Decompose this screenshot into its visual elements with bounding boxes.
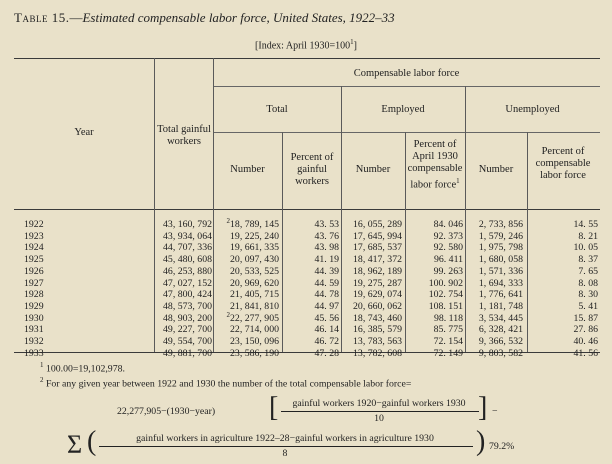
cell-pct-a: 92. 373 bbox=[433, 230, 463, 242]
cell-total-value: 23, 586, 190 bbox=[230, 347, 279, 359]
cell-pct-g: 44. 59 bbox=[314, 277, 339, 289]
cell-unemp: 1, 694, 333 bbox=[478, 277, 523, 289]
header-employed: Employed bbox=[381, 104, 425, 115]
cell-pct-a: 99. 263 bbox=[433, 265, 463, 277]
cell-pct-c: 15. 87 bbox=[573, 312, 598, 324]
row-year: 1923 bbox=[24, 230, 44, 242]
cell-gainful: 48, 903, 200 bbox=[163, 312, 212, 324]
header-pct-april-text: Percent of April 1930 compensable labor force bbox=[407, 139, 463, 191]
header-pct-gainful: Percent of gainful workers bbox=[290, 152, 334, 187]
table-title bbox=[14, 10, 395, 26]
formula-paren-left: ( bbox=[87, 426, 97, 457]
cell-pct-g: 41. 19 bbox=[314, 254, 339, 266]
header-bottom-rule bbox=[14, 209, 600, 210]
row-year: 1928 bbox=[24, 289, 44, 301]
cell-unemp: 6, 328, 421 bbox=[478, 324, 523, 336]
cell-gainful: 49, 554, 700 bbox=[163, 336, 212, 347]
cell-gainful: 48, 573, 700 bbox=[163, 300, 212, 312]
cell-total-value: 20, 097, 430 bbox=[230, 254, 279, 266]
cell-emp: 13, 782, 608 bbox=[353, 347, 402, 359]
cell-footnote-mark: 2 bbox=[226, 217, 231, 225]
cell-gainful: 45, 480, 608 bbox=[163, 254, 212, 266]
cell-emp: 18, 417, 372 bbox=[353, 254, 402, 266]
cell-unemp: 1, 776, 641 bbox=[478, 289, 523, 301]
cell-footnote-mark: 2 bbox=[226, 310, 231, 319]
row-year: 1922 bbox=[24, 219, 44, 230]
formula-bracket-left: [ bbox=[269, 392, 279, 423]
cell-total-number bbox=[230, 266, 279, 277]
cell-pct-c: 27. 86 bbox=[573, 324, 598, 336]
compensable-underline bbox=[213, 86, 600, 87]
cell-pct-c: 14. 55 bbox=[573, 219, 598, 230]
header-total: Total bbox=[266, 104, 288, 115]
cell-unemp: 1, 680, 058 bbox=[478, 254, 523, 266]
formula-bracket-right: ] bbox=[478, 392, 488, 423]
cell-pct-g: 44. 78 bbox=[314, 289, 339, 301]
cell-gainful: 43, 160, 792 bbox=[163, 219, 212, 230]
cell-total-value: 22, 277, 905 bbox=[230, 312, 279, 324]
cell-emp: 20, 660, 062 bbox=[353, 300, 402, 312]
cell-pct-g: 43. 98 bbox=[314, 242, 339, 254]
row-year: 1929 bbox=[24, 300, 44, 312]
cell-pct-c: 8. 30 bbox=[578, 289, 598, 301]
header-year: Year bbox=[74, 127, 94, 138]
row-year: 1926 bbox=[24, 265, 44, 277]
cell-total-value: 23, 150, 096 bbox=[230, 336, 279, 347]
subtitle-text: [Index: April 1930=100 bbox=[255, 40, 351, 52]
cell-pct-a: 85. 775 bbox=[433, 324, 463, 336]
col-rule-3 bbox=[282, 132, 283, 352]
formula-percent: 79.2% bbox=[489, 441, 515, 452]
col-rule-4 bbox=[341, 86, 342, 352]
cell-total-value: 18, 789, 145 bbox=[230, 219, 279, 230]
col-rule-1 bbox=[154, 58, 155, 352]
cell-pct-c: 8. 21 bbox=[578, 230, 598, 242]
cell-emp: 19, 629, 074 bbox=[353, 289, 402, 301]
formula-minus: − bbox=[492, 406, 498, 417]
cell-total-number bbox=[227, 219, 279, 230]
cell-pct-g: 45. 56 bbox=[314, 312, 339, 324]
table-number: Table 15. bbox=[14, 10, 70, 25]
cell-pct-c: 8. 08 bbox=[578, 277, 598, 289]
row-year: 1931 bbox=[24, 324, 44, 336]
cell-unemp: 9, 803, 582 bbox=[478, 347, 523, 359]
cell-pct-a: 108. 151 bbox=[428, 300, 463, 312]
cell-pct-g: 43. 76 bbox=[314, 230, 339, 242]
subtitle-footnote-mark: 1 bbox=[350, 38, 354, 46]
cell-pct-a: 72. 149 bbox=[433, 347, 463, 359]
cell-pct-g: 43. 53 bbox=[314, 219, 339, 230]
subgroup-underline bbox=[213, 132, 600, 133]
cell-emp: 17, 645, 994 bbox=[353, 230, 402, 242]
row-year: 1933 bbox=[24, 347, 44, 359]
subtitle-close: ] bbox=[353, 40, 357, 52]
footnote-2 bbox=[40, 376, 411, 389]
cell-pct-c: 5. 41 bbox=[578, 300, 598, 312]
formula-fraction-bar-1 bbox=[281, 411, 479, 412]
cell-pct-g: 46. 14 bbox=[314, 324, 339, 336]
footnote-1 bbox=[40, 361, 125, 374]
cell-gainful: 46, 253, 880 bbox=[163, 265, 212, 277]
header-total-number: Number bbox=[230, 164, 265, 175]
header-pct-april-mark: 1 bbox=[456, 177, 460, 185]
cell-total-number bbox=[230, 254, 279, 265]
cell-pct-a: 72. 154 bbox=[433, 336, 463, 347]
cell-emp: 16, 055, 289 bbox=[353, 219, 402, 230]
cell-total-value: 21, 841, 810 bbox=[230, 300, 279, 312]
cell-pct-a: 92. 580 bbox=[433, 242, 463, 254]
cell-emp: 19, 275, 287 bbox=[353, 277, 402, 289]
footnote-1-text: 100.00=19,102,978. bbox=[45, 363, 125, 375]
cell-gainful: 49, 881, 700 bbox=[163, 347, 212, 359]
cell-total-number bbox=[226, 310, 279, 324]
cell-pct-a: 84. 046 bbox=[433, 219, 463, 230]
cell-unemp: 1, 571, 336 bbox=[478, 265, 523, 277]
col-rule-6 bbox=[465, 86, 466, 352]
footnote-1-mark: 1 bbox=[40, 361, 44, 369]
row-year: 1925 bbox=[24, 254, 44, 266]
header-pct-april bbox=[406, 139, 464, 192]
cell-total-value: 19, 661, 335 bbox=[230, 242, 279, 254]
cell-pct-a: 100. 902 bbox=[428, 277, 463, 289]
cell-total-value: 21, 405, 715 bbox=[230, 289, 279, 301]
col-rule-2 bbox=[213, 58, 214, 352]
title-dash: — bbox=[69, 10, 83, 25]
cell-pct-c: 41. 56 bbox=[573, 347, 598, 359]
cell-emp: 18, 962, 189 bbox=[353, 265, 402, 277]
header-total-gainful: Total gainful workers bbox=[157, 124, 211, 147]
formula-sigma: Σ bbox=[67, 430, 83, 459]
cell-gainful: 44, 707, 336 bbox=[163, 242, 212, 254]
cell-emp: 17, 685, 537 bbox=[353, 242, 402, 254]
cell-pct-c: 40. 46 bbox=[573, 336, 598, 347]
cell-emp: 13, 783, 563 bbox=[353, 336, 402, 347]
header-unemployed: Unemployed bbox=[505, 104, 560, 115]
cell-unemp: 3, 534, 445 bbox=[478, 312, 523, 324]
table-subtitle bbox=[0, 38, 612, 51]
cell-unemp: 1, 579, 246 bbox=[478, 230, 523, 242]
cell-total-value: 22, 714, 000 bbox=[230, 324, 279, 336]
cell-unemp: 1, 975, 798 bbox=[478, 242, 523, 254]
cell-gainful: 49, 227, 700 bbox=[163, 324, 212, 336]
cell-pct-a: 98. 118 bbox=[433, 312, 463, 324]
header-employed-number: Number bbox=[355, 164, 391, 175]
cell-total-number bbox=[230, 242, 279, 253]
cell-gainful: 47, 800, 424 bbox=[163, 289, 212, 301]
cell-pct-g: 44. 39 bbox=[314, 265, 339, 277]
cell-emp: 16, 385, 579 bbox=[353, 324, 402, 336]
cell-pct-g: 46. 72 bbox=[314, 336, 339, 347]
footnote-2-text: For any given year between 1922 and 1930 the number of the total compensable labor force= bbox=[45, 378, 412, 390]
cell-total-number bbox=[230, 336, 279, 347]
header-compensable: Compensable labor force bbox=[353, 68, 460, 79]
formula-fraction-bar-2 bbox=[99, 446, 473, 447]
cell-pct-c: 7. 65 bbox=[578, 265, 598, 277]
cell-pct-g: 44. 97 bbox=[314, 300, 339, 312]
formula-denominator-1: 10 bbox=[374, 413, 384, 424]
cell-total-number bbox=[230, 348, 279, 359]
cell-total-number bbox=[230, 301, 279, 312]
cell-total-number bbox=[230, 324, 279, 335]
cell-gainful: 47, 027, 152 bbox=[163, 277, 212, 289]
row-year: 1932 bbox=[24, 336, 44, 347]
row-year: 1930 bbox=[24, 312, 44, 324]
row-year: 1924 bbox=[24, 242, 44, 254]
header-pct-compensable: Percent of compensable labor force bbox=[535, 146, 591, 181]
table-description: Estimated compensable labor force, United States, 1922–33 bbox=[82, 10, 395, 25]
formula-paren-right: ) bbox=[476, 426, 486, 457]
cell-unemp: 2, 733, 856 bbox=[478, 219, 523, 230]
formula-lhs: 22,277,905−(1930−year) bbox=[117, 406, 216, 417]
cell-total-value: 20, 533, 525 bbox=[230, 265, 279, 277]
cell-total-value: 19, 225, 240 bbox=[230, 230, 279, 242]
formula-numerator-1: gainful workers 1920−gainful workers 1930 bbox=[292, 398, 466, 409]
cell-total-number bbox=[230, 289, 279, 300]
formula-denominator-2: 8 bbox=[282, 448, 288, 459]
footnote-2-mark: 2 bbox=[40, 376, 44, 384]
cell-total-value: 20, 969, 620 bbox=[230, 277, 279, 289]
cell-pct-c: 8. 37 bbox=[578, 254, 598, 266]
cell-emp: 18, 743, 460 bbox=[353, 312, 402, 324]
cell-pct-c: 10. 05 bbox=[573, 242, 598, 254]
cell-pct-a: 96. 411 bbox=[433, 254, 463, 266]
table-top-rule bbox=[14, 58, 600, 59]
row-year: 1927 bbox=[24, 277, 44, 289]
cell-total-number bbox=[230, 231, 279, 242]
cell-pct-a: 102. 754 bbox=[428, 289, 463, 301]
cell-pct-g: 47. 28 bbox=[314, 347, 339, 359]
formula-numerator-2: gainful workers in agriculture 1922–28−gainful workers in agriculture 1930 bbox=[136, 433, 434, 444]
cell-gainful: 43, 934, 064 bbox=[163, 230, 212, 242]
cell-unemp: 1, 181, 748 bbox=[478, 300, 523, 312]
header-unemployed-number: Number bbox=[478, 164, 514, 175]
cell-total-number bbox=[230, 278, 279, 289]
cell-unemp: 9, 366, 532 bbox=[478, 336, 523, 347]
